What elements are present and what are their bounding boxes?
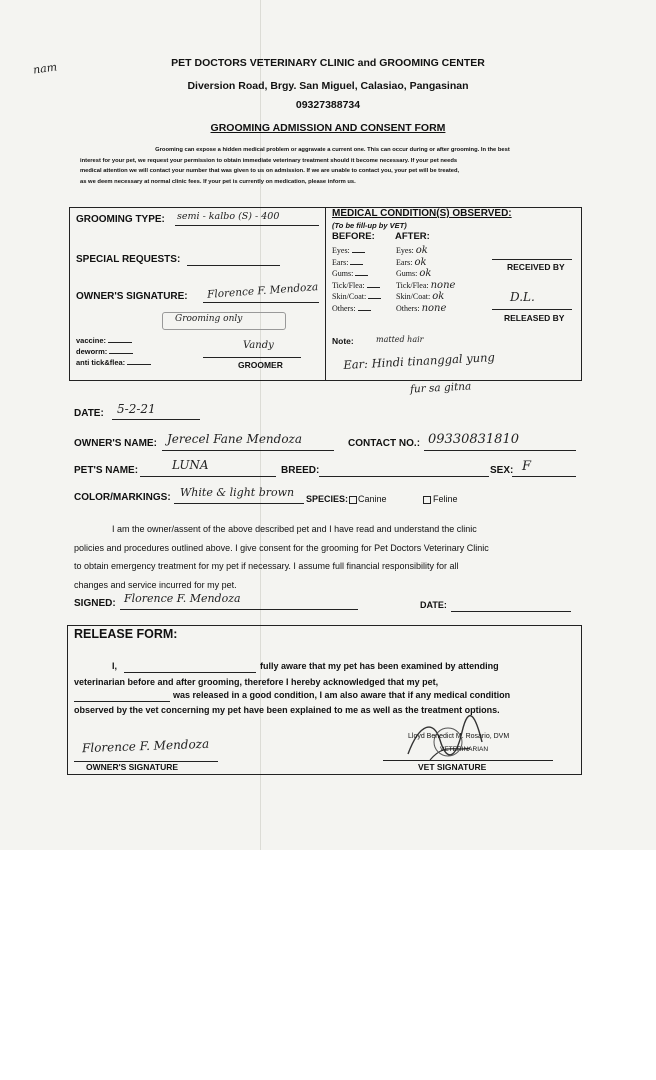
pet-name-line	[140, 475, 276, 477]
release-title: RELEASE FORM:	[74, 627, 178, 641]
signed-value: Florence F. Mendoza	[124, 592, 241, 605]
special-requests-label: SPECIAL REQUESTS:	[76, 254, 181, 265]
breed-label: BREED:	[281, 465, 320, 476]
released-by-line	[492, 308, 572, 310]
clinic-address: Diversion Road, Brgy. San Miguel, Calasiao, Pangasinan	[187, 80, 469, 92]
signed-label: SIGNED:	[74, 598, 116, 609]
before-item: Ears:	[332, 257, 381, 269]
owner-name-line	[162, 449, 334, 451]
after-item: Eyes: ok	[396, 245, 428, 256]
owner-name-value: Jerecel Fane Mendoza	[167, 432, 303, 446]
note-line-1: matted hair	[376, 335, 424, 344]
medical-subtitle: (To be fill-up by VET)	[332, 221, 407, 230]
tick-label: anti tick&flea:	[76, 358, 126, 367]
sex-value: F	[522, 459, 532, 474]
before-list	[332, 245, 381, 314]
groomer-label: GROOMER	[238, 360, 283, 370]
species-label: SPECIES:	[306, 494, 349, 504]
special-requests-line	[187, 264, 280, 266]
box-divider	[325, 207, 326, 381]
intro-line: interest for your pet, we request your permission to obtain immediate veterinary treatment should it become necessary. If your pet needs	[80, 157, 458, 164]
grooming-note: Grooming only	[175, 314, 243, 324]
date-value: 5-2-21	[117, 402, 156, 416]
owner-signature-line	[203, 301, 319, 303]
after-item: Ears: ok	[396, 256, 427, 268]
intro-line: Grooming can expose a hidden medical problem or aggravate a current one. This can occur during or after grooming. In the best	[155, 147, 510, 153]
release-i-label: I,	[112, 661, 118, 671]
before-item: Tick/Flea:	[332, 280, 381, 292]
owner-name-label: OWNER'S NAME:	[74, 438, 157, 449]
vet-name: Lloyd Benedict M. Rosario, DVM	[408, 733, 510, 740]
margin-note: nam	[32, 60, 58, 77]
release-owner-signature-value: Florence F. Mendoza	[81, 736, 210, 756]
grooming-type-line	[175, 224, 319, 226]
before-label: BEFORE:	[332, 231, 375, 242]
release-line-1: fully aware that my pet has been examined by attending	[260, 661, 499, 671]
medical-title: MEDICAL CONDITION(S) OBSERVED:	[332, 208, 512, 219]
after-item: Gums: ok	[396, 268, 432, 279]
pet-name-value: LUNA	[172, 458, 209, 472]
deworm-label: deworm:	[76, 347, 108, 356]
vaccine-list	[76, 335, 151, 368]
release-line-4: observed by the vet concerning my pet have been explained to me as well as the treatment options.	[74, 705, 500, 715]
released-by-value: D.L.	[510, 290, 535, 304]
owner-signature-label: OWNER'S SIGNATURE:	[76, 291, 188, 302]
before-item: Skin/Coat:	[332, 291, 381, 303]
consent-paragraph	[74, 520, 576, 594]
release-line-3: was released in a good condition, I am also aware that if any medical condition	[173, 690, 511, 700]
form-title: GROOMING ADMISSION AND CONSENT FORM	[210, 122, 446, 134]
after-list	[396, 245, 455, 314]
vaccine-label: vaccine:	[76, 336, 107, 345]
contact-line	[424, 449, 576, 451]
before-item: Eyes:	[332, 245, 381, 257]
received-by-line	[492, 258, 572, 260]
clinic-name: PET DOCTORS VETERINARY CLINIC and GROOMING CENTER	[171, 57, 485, 69]
signed-line	[120, 608, 358, 610]
consent-line: I am the owner/assent of the above described pet and I have read and understand the clinic	[112, 524, 477, 534]
pet-name-label: PET'S NAME:	[74, 465, 139, 476]
contact-label: CONTACT NO.:	[348, 438, 421, 449]
feline-checkbox[interactable]	[423, 496, 431, 504]
intro-line: as we deem necessary at normal clinic fees. If your pet is currently on medication, please inform us.	[80, 178, 356, 185]
sex-line	[512, 475, 576, 477]
before-item: Others:	[332, 303, 381, 315]
intro-line: medical attention we will contact your number that was given to us on admission. If we are unable to contact you, your pet will be treated,	[80, 168, 460, 174]
clinic-phone: 09327388734	[295, 99, 361, 111]
groomer-line	[203, 356, 301, 358]
after-item: Others: none	[396, 302, 447, 314]
vet-signature-line	[383, 759, 553, 761]
note-label: Note:	[332, 336, 354, 346]
owner-signature-value: Florence F. Mendoza	[206, 281, 319, 301]
vet-signature-label: VET SIGNATURE	[418, 762, 487, 772]
after-item: Tick/Flea: none	[396, 279, 456, 291]
released-by-label: RELEASED BY	[504, 313, 565, 323]
release-line-2: veterinarian before and after grooming, therefore I hereby acknowledged that my pet,	[74, 677, 439, 687]
note-line-3: fur sa gitna	[409, 380, 472, 396]
note-line-2: Ear: Hindi tinanggal yung	[343, 350, 496, 372]
consent-line: policies and procedures outlined above. I give consent for the grooming for Pet Doctors Veterinary Clinic	[74, 542, 489, 553]
contact-value: 09330831810	[428, 432, 519, 447]
grooming-type-label: GROOMING TYPE:	[76, 214, 165, 225]
sex-label: SEX:	[490, 465, 514, 476]
after-label: AFTER:	[395, 231, 430, 242]
release-name-line	[124, 671, 256, 673]
received-by-label: RECEIVED BY	[507, 262, 565, 272]
canine-label: Canine	[358, 494, 387, 504]
release-pet-line	[74, 700, 170, 702]
signed-date-label: DATE:	[420, 600, 447, 610]
color-markings-value: White & light brown	[180, 486, 295, 499]
before-item: Gums:	[332, 268, 381, 280]
date-label: DATE:	[74, 408, 104, 419]
groomer-value: Vandy	[243, 340, 274, 351]
color-markings-label: COLOR/MARKINGS:	[74, 492, 171, 503]
intro-paragraph	[80, 145, 585, 187]
release-owner-signature-label: OWNER'S SIGNATURE	[86, 762, 179, 772]
breed-line	[319, 475, 489, 477]
consent-line: changes and service incurred for my pet.	[74, 579, 237, 590]
canine-checkbox[interactable]	[349, 496, 357, 504]
vet-title: VETERINARIAN	[440, 746, 489, 753]
signed-date-line	[451, 610, 571, 612]
date-line	[112, 418, 200, 420]
grooming-type-value: semi - kalbo (S) - 400	[177, 211, 280, 222]
color-markings-line	[174, 502, 304, 504]
consent-line: to obtain emergency treatment for my pet if necessary. I assume full financial responsibility for all	[74, 561, 459, 571]
feline-label: Feline	[433, 494, 458, 504]
after-item: Skin/Coat: ok	[396, 291, 445, 302]
